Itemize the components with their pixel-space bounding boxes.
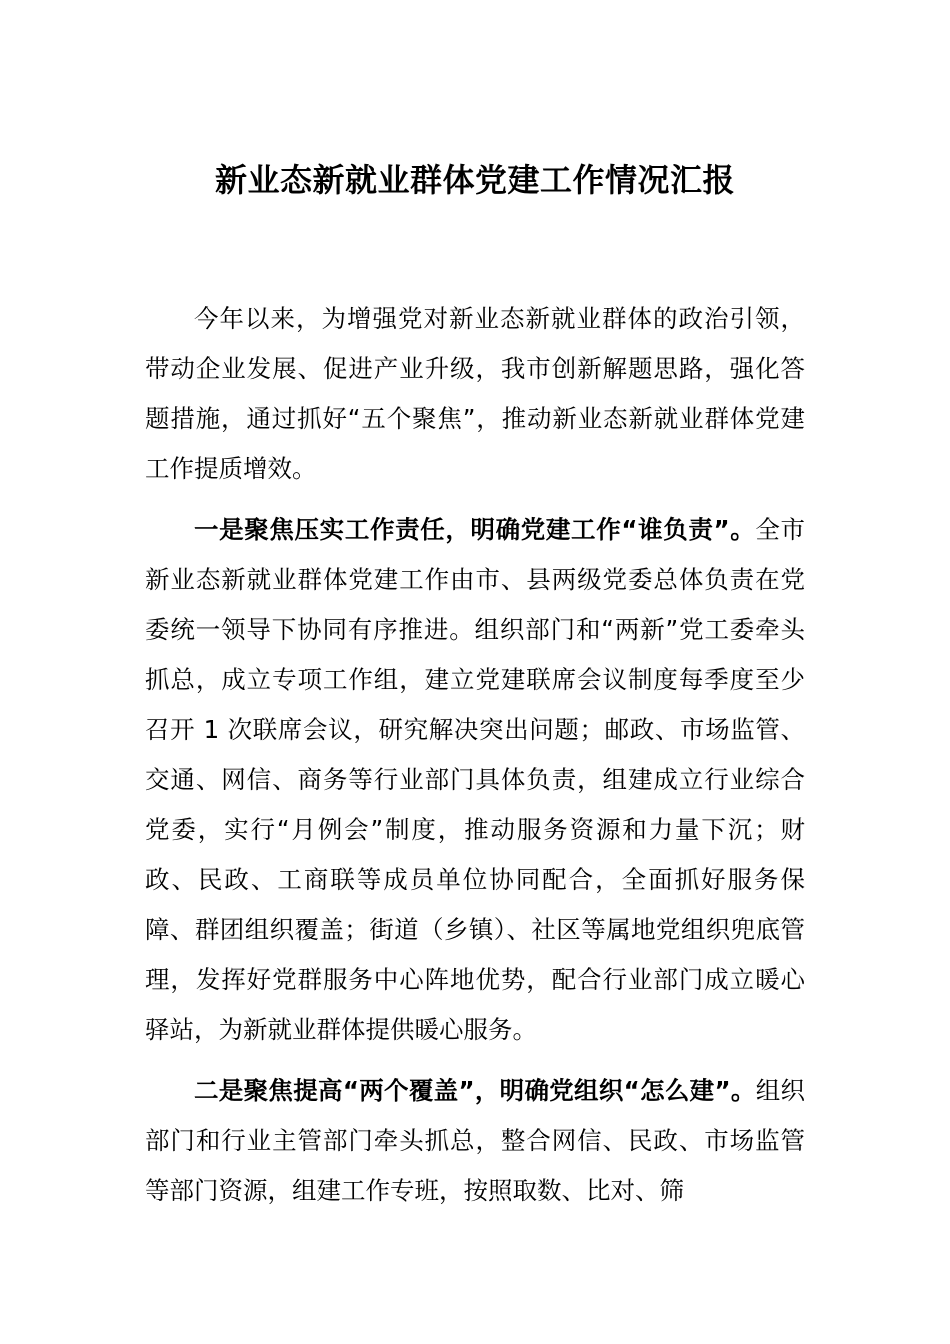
paragraph-intro bbox=[145, 294, 805, 494]
paragraph-text: 组织部门和行业主管部门牵头抓总，整合网信、民政、市场监管等部门资源，组建工作专班，按照取数、比对、筛 bbox=[145, 1076, 806, 1205]
document-title: 新业态新就业群体党建工作情况汇报 bbox=[214, 161, 735, 199]
paragraph-lead: 一是聚焦压实工作责任，明确党建工作“谁负责”。 bbox=[194, 515, 756, 544]
paragraph-lead: 二是聚焦提高“两个覆盖”，明确党组织“怎么建”。 bbox=[194, 1076, 756, 1105]
paragraph-focus-one bbox=[145, 505, 805, 1055]
paragraph-text: 今年以来，为增强党对新业态新就业群体的政治引领，带动企业发展、促进产业升级，我市创新解题思路，强化答题措施，通过抓好“五个聚焦”，推动新业态新就业群体党建工作提质增效。 bbox=[145, 304, 805, 483]
document-body bbox=[145, 294, 805, 1227]
paragraph-text: 全市新业态新就业群体党建工作由市、县两级党委总体负责在党委统一领导下协同有序推进。组织部门和“两新”党工委牵头抓总，成立专项工作组，建立党建联席会议制度每季度至少召开 1 次联席会议，研究解决突出问题；邮政、市场监管、交通、网信、商务等行业部门具体负责，组建成立行业综合党委，实行“月例会”制度，推动服务资源和力量下沉；财政、民政、工商联等成员单位协同配合，全面抓好服务保障、群团组织覆盖；街道（乡镇）、社区等属地党组织兜底管理，发挥好党群服务中心阵地优势，配合行业部门成立暖心驿站，为新就业群体提供暖心服务。 bbox=[145, 515, 806, 1044]
paragraph-focus-two bbox=[145, 1066, 805, 1216]
